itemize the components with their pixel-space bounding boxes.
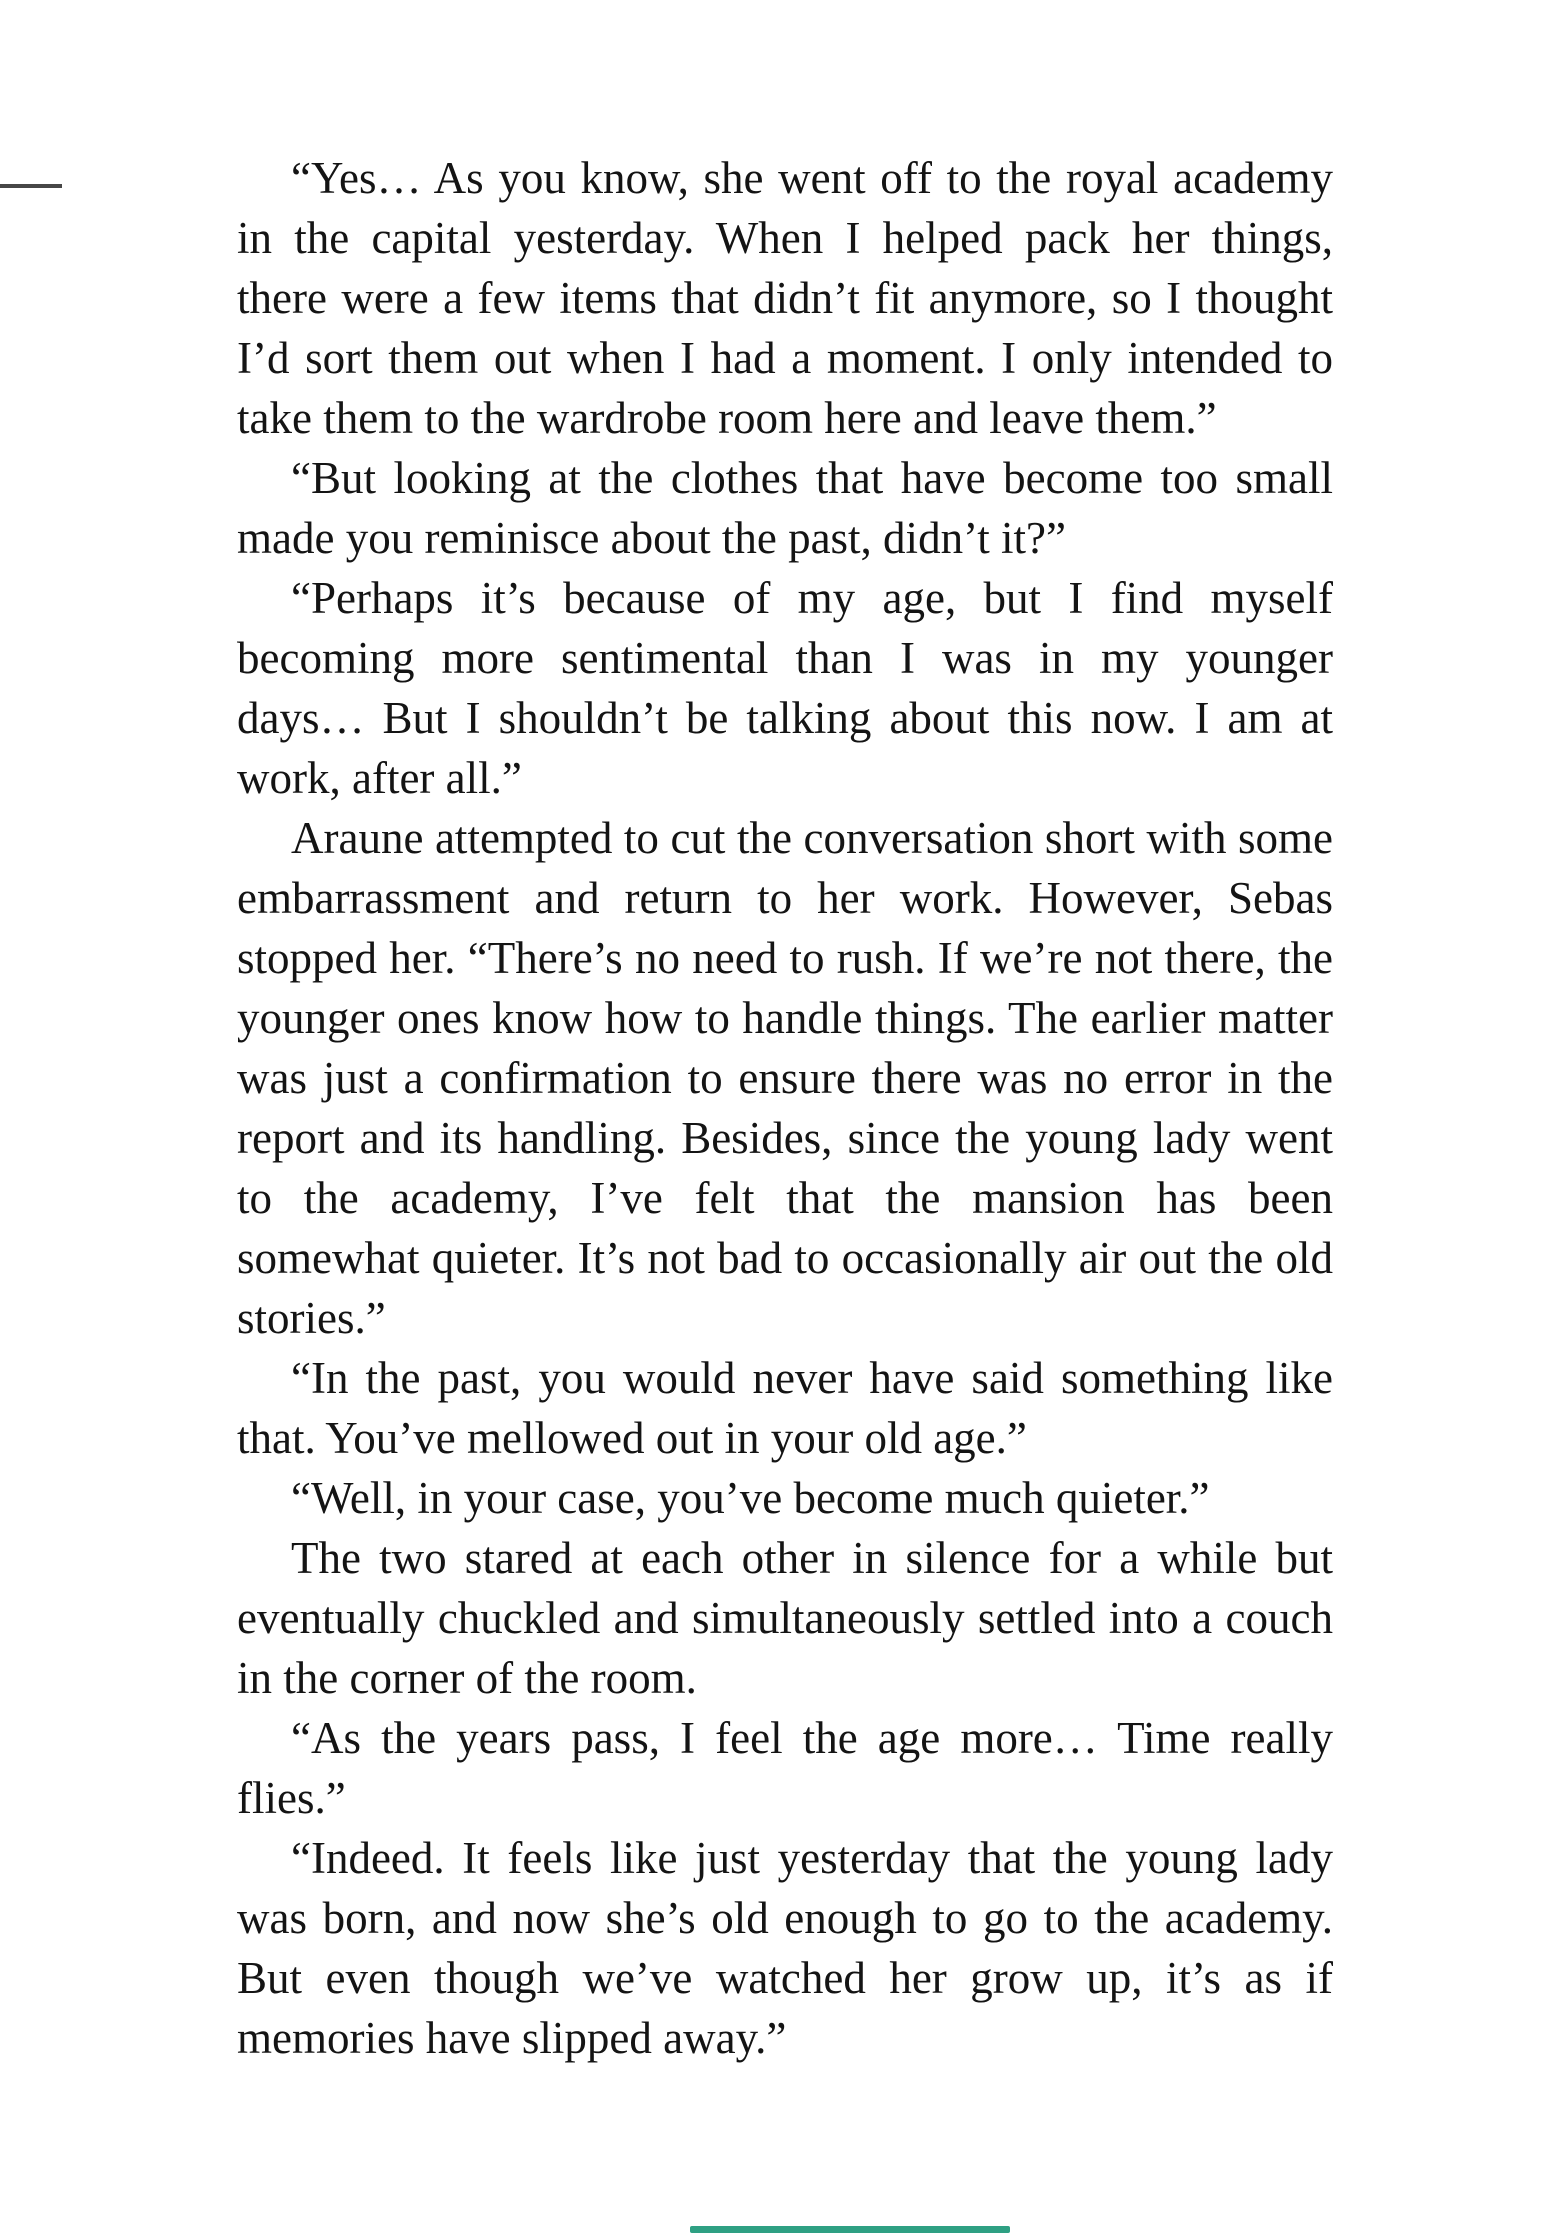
paragraph: The two stared at each other in silence for a while but eventually chuckled and simultaneously settled into a couch in the corner of the room.	[237, 1533, 1333, 1703]
margin-note-dash	[0, 184, 62, 188]
paragraph: “Yes… As you know, she went off to the royal academy in the capital yesterday. When I helped pack her things, there were a few items that didn’t fit anymore, so I thought I’d sort them out when I had a moment. I only intended to take them to the wardrobe room here and leave them.”	[237, 153, 1333, 443]
paragraph: “As the years pass, I feel the age more… Time really flies.”	[237, 1713, 1333, 1823]
paragraph: “But looking at the clothes that have become too small made you reminisce about the past, didn’t it?”	[237, 453, 1333, 563]
paragraph: Araune attempted to cut the conversation short with some embarrassment and return to her work. However, Sebas stopped her. “There’s no need to rush. If we’re not there, the younger ones know how to handle things. The earlier matter was just a confirmation to ensure there was no error in the report and its handling. Besides, since the young lady went to the academy, I’ve felt that the mansion has been somewhat quieter. It’s not bad to occasionally air out the old stories.”	[237, 813, 1333, 1343]
paragraph: “In the past, you would never have said something like that. You’ve mellowed out in your old age.”	[237, 1353, 1333, 1463]
paragraph: “Well, in your case, you’ve become much quieter.”	[291, 1473, 1210, 1523]
paragraph: “Perhaps it’s because of my age, but I find myself becoming more sentimental than I was in my younger days… But I shouldn’t be talking about this now. I am at work, after all.”	[237, 573, 1333, 803]
paragraph: “Indeed. It feels like just yesterday that the young lady was born, and now she’s old enough to go to the academy. But even though we’ve watched her grow up, it’s as if memories have slipped away.”	[237, 1833, 1333, 2063]
reader-scroll-indicator[interactable]	[690, 2226, 1010, 2233]
page-text	[237, 148, 1333, 2068]
